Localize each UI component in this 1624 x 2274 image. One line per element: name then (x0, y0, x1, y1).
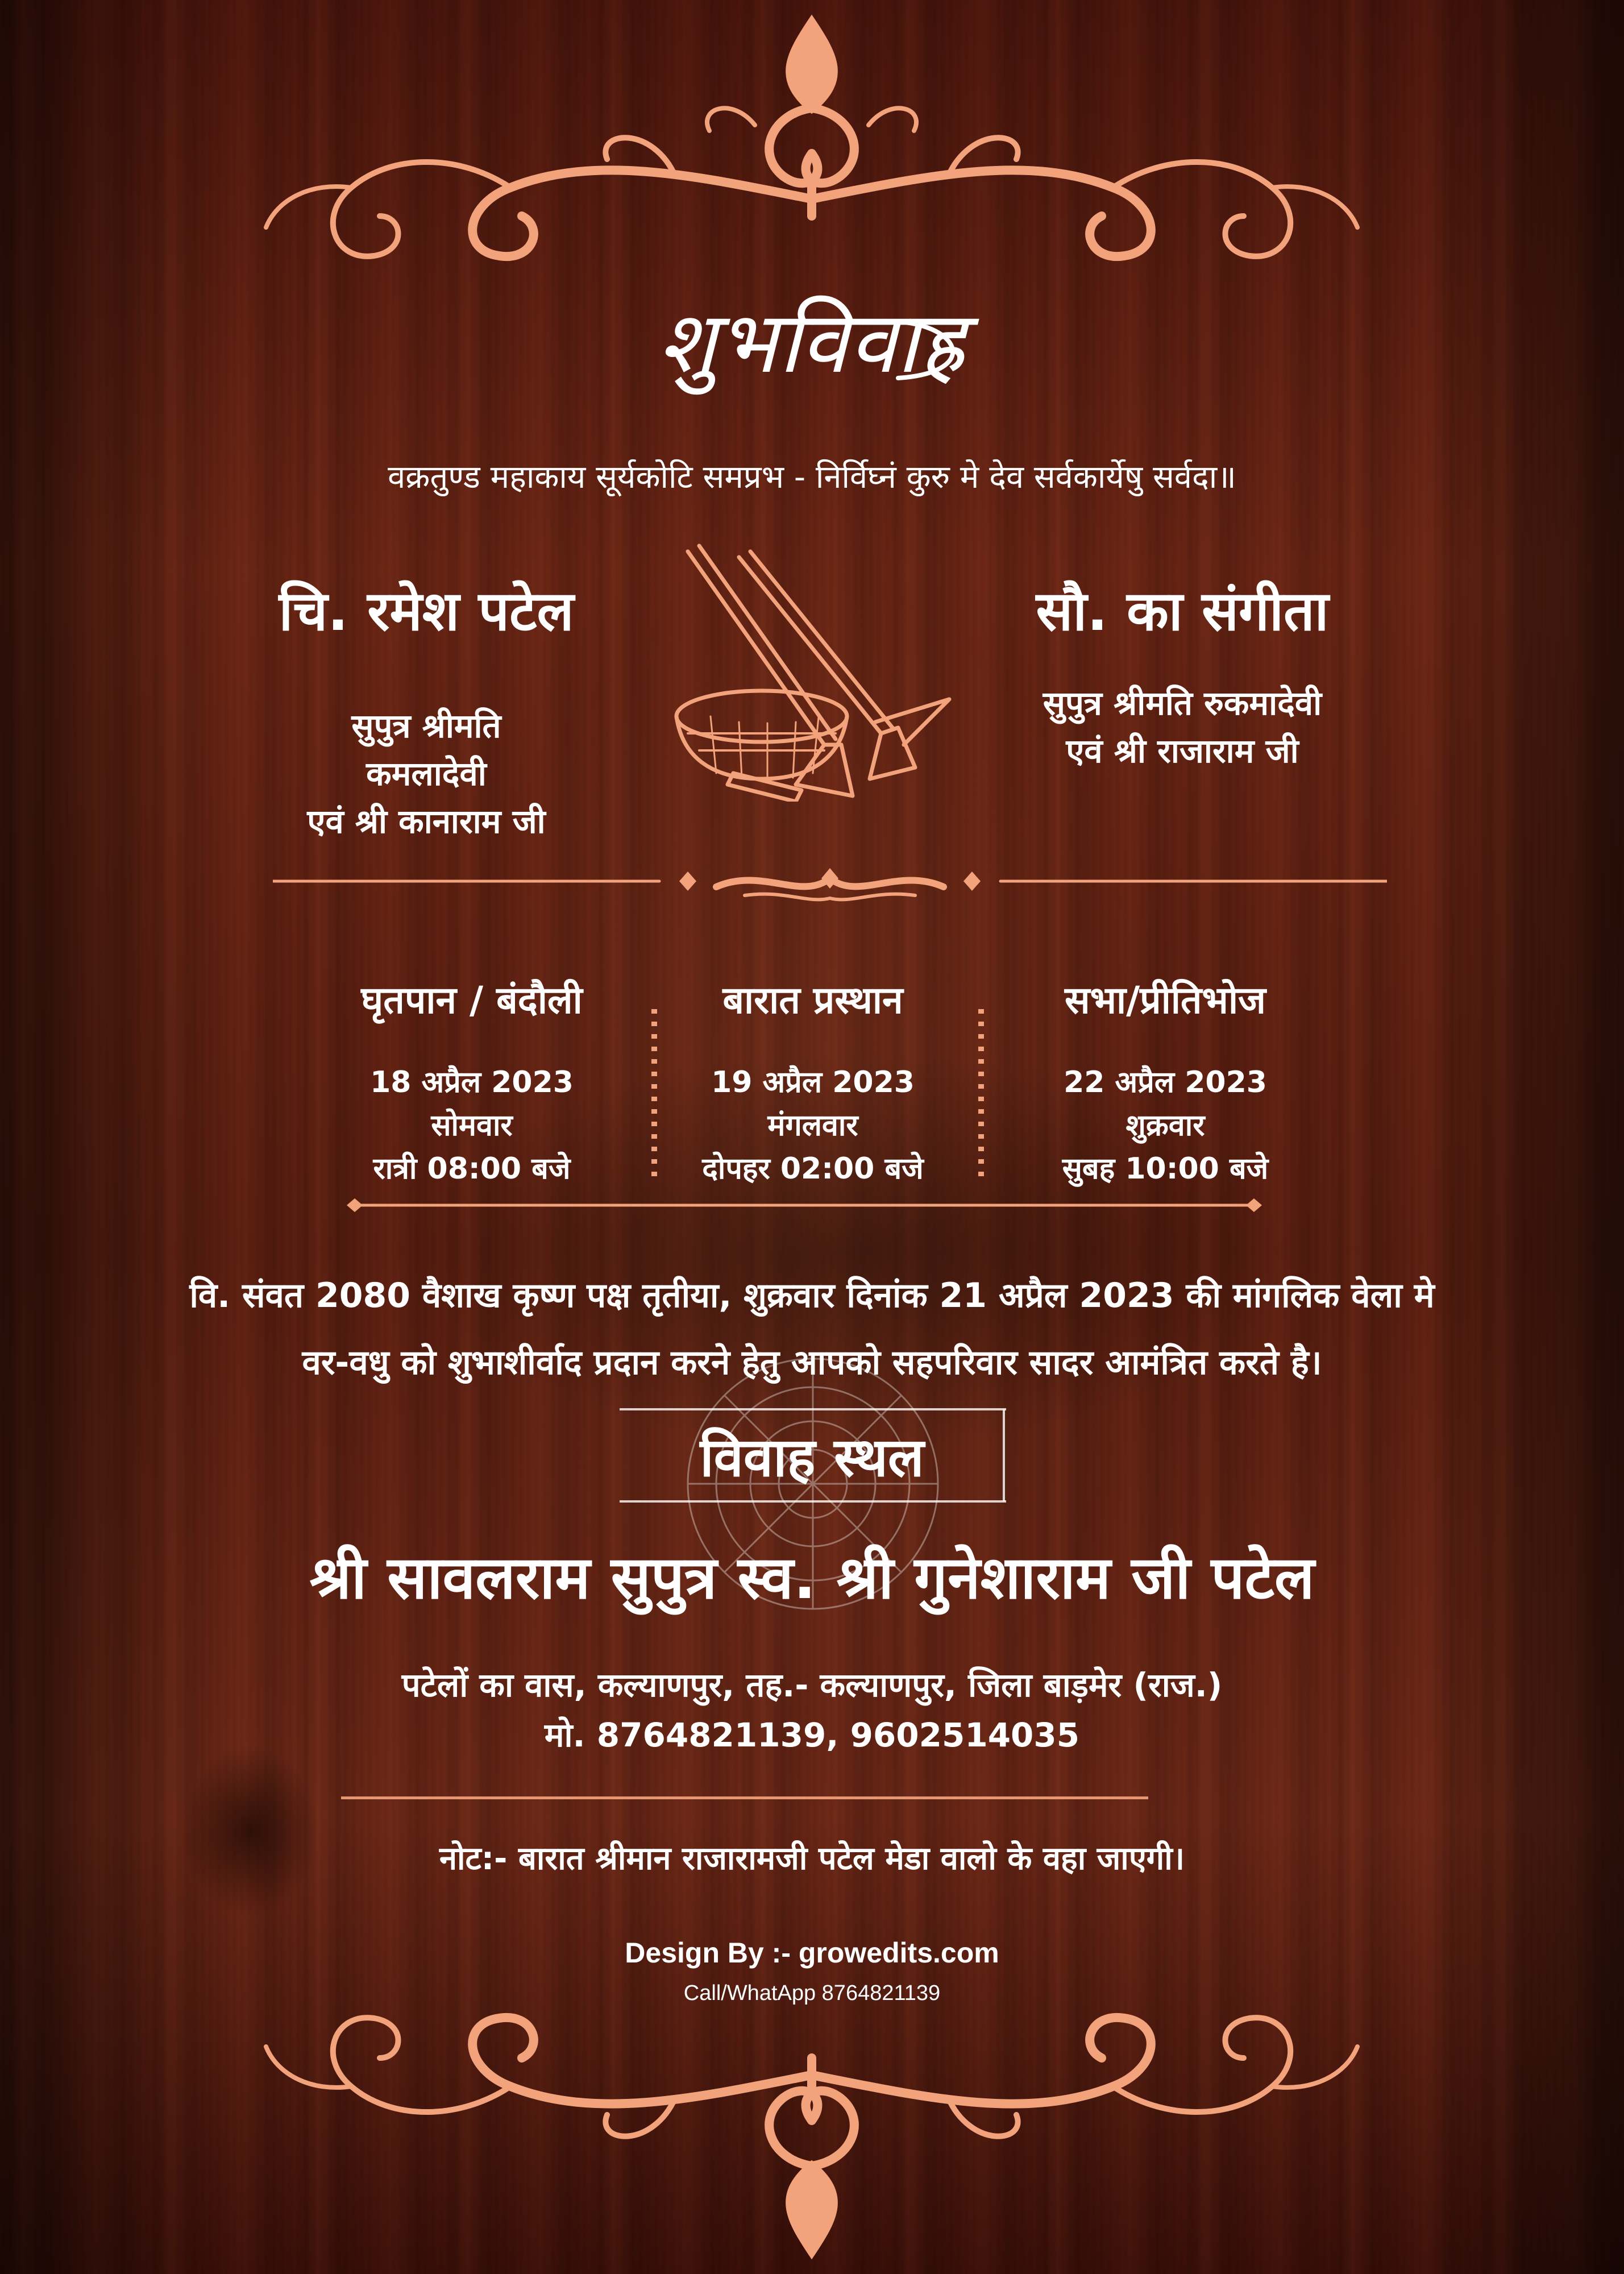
event-time: रात्री 08:00 बजे (373, 1152, 571, 1186)
bride-name: सौ. का संगीता (1036, 579, 1329, 643)
event-day: सोमवार (431, 1109, 513, 1143)
event-date: 22 अप्रैल 2023 (1064, 1065, 1267, 1099)
note-text: नोट:- बारात श्रीमान राजारामजी पटेल मेडा वालो के वहा जाएगी। (439, 1840, 1185, 1877)
invitation-line: वर-वधु को शुभाशीर्वाद प्रदान करने हेतु आपको सहपरिवार सादर आमंत्रित करते है। (302, 1343, 1322, 1383)
event-title: सभा/प्रीतिभोज (1064, 978, 1266, 1022)
groom-parents (227, 702, 625, 845)
ganesh-verse: वक्रतुण्ड महाकाय सूर्यकोटि समप्रभ - निर्विघ्नं कुरु मे देव सर्वकार्येषु सर्वदा॥ (388, 459, 1236, 496)
event-time: सुबह 10:00 बजे (1062, 1152, 1269, 1186)
event-date: 18 अप्रैल 2023 (370, 1065, 574, 1099)
title-swash-icon (875, 316, 978, 384)
event-date: 19 अप्रैल 2023 (711, 1065, 915, 1099)
dotted-separator (651, 1009, 657, 1180)
event-day: मंगलवार (767, 1109, 858, 1143)
invitation-line: वि. संवत 2080 वैशाख कृष्ण पक्ष तृतीया, शुक्रवार दिनांक 21 अप्रैल 2023 की मांगलिक वेला मे (189, 1276, 1435, 1316)
divider-line (341, 1796, 1148, 1799)
dhol-shehnai-icon (654, 540, 972, 802)
event-time: दोपहर 02:00 बजे (702, 1152, 924, 1186)
event-title: बारात प्रस्थान (722, 978, 903, 1022)
design-credit: Design By :- growedits.com (625, 1937, 999, 1969)
groom-name: चि. रमेश पटेल (279, 579, 574, 643)
dotted-separator (978, 1009, 984, 1180)
contact-phones: मो. 8764821139, 9602514035 (544, 1716, 1080, 1754)
groom-parents-line: कमलादेवी (366, 754, 487, 793)
design-contact: Call/WhatApp 8764821139 (683, 1981, 941, 2005)
floral-scroll-ornament-bottom-icon (243, 1973, 1380, 2263)
venue-address: पटेलों का वास, कल्याणपुर, तह.- कल्याणपुर, जिला बाड़मेर (राज.) (401, 1666, 1223, 1704)
bride-parents-line: सुपुत्र श्रीमति रुकमादेवी (1042, 684, 1322, 723)
floral-scroll-ornament-top-icon (243, 11, 1380, 290)
swirl-divider-icon (273, 856, 1387, 907)
groom-parents-line: एवं श्री कानाराम जी (307, 802, 546, 841)
host-name: श्री सावलराम सुपुत्र स्व. श्री गुनेशाराम जी पटेल (309, 1543, 1315, 1612)
title-shubh-vivah: शुभविवाह (658, 293, 966, 392)
event-day: शुक्रवार (1125, 1109, 1205, 1143)
event-title: घृतपान / बंदौली (361, 978, 583, 1022)
timeline-line-icon (347, 1194, 1262, 1217)
bride-parents-line: एवं श्री राजाराम जी (1066, 732, 1299, 770)
venue-heading: विवाह स्थल (700, 1427, 924, 1489)
groom-parents-line: सुपुत्र श्रीमति (351, 707, 501, 745)
bride-parents (978, 679, 1387, 775)
